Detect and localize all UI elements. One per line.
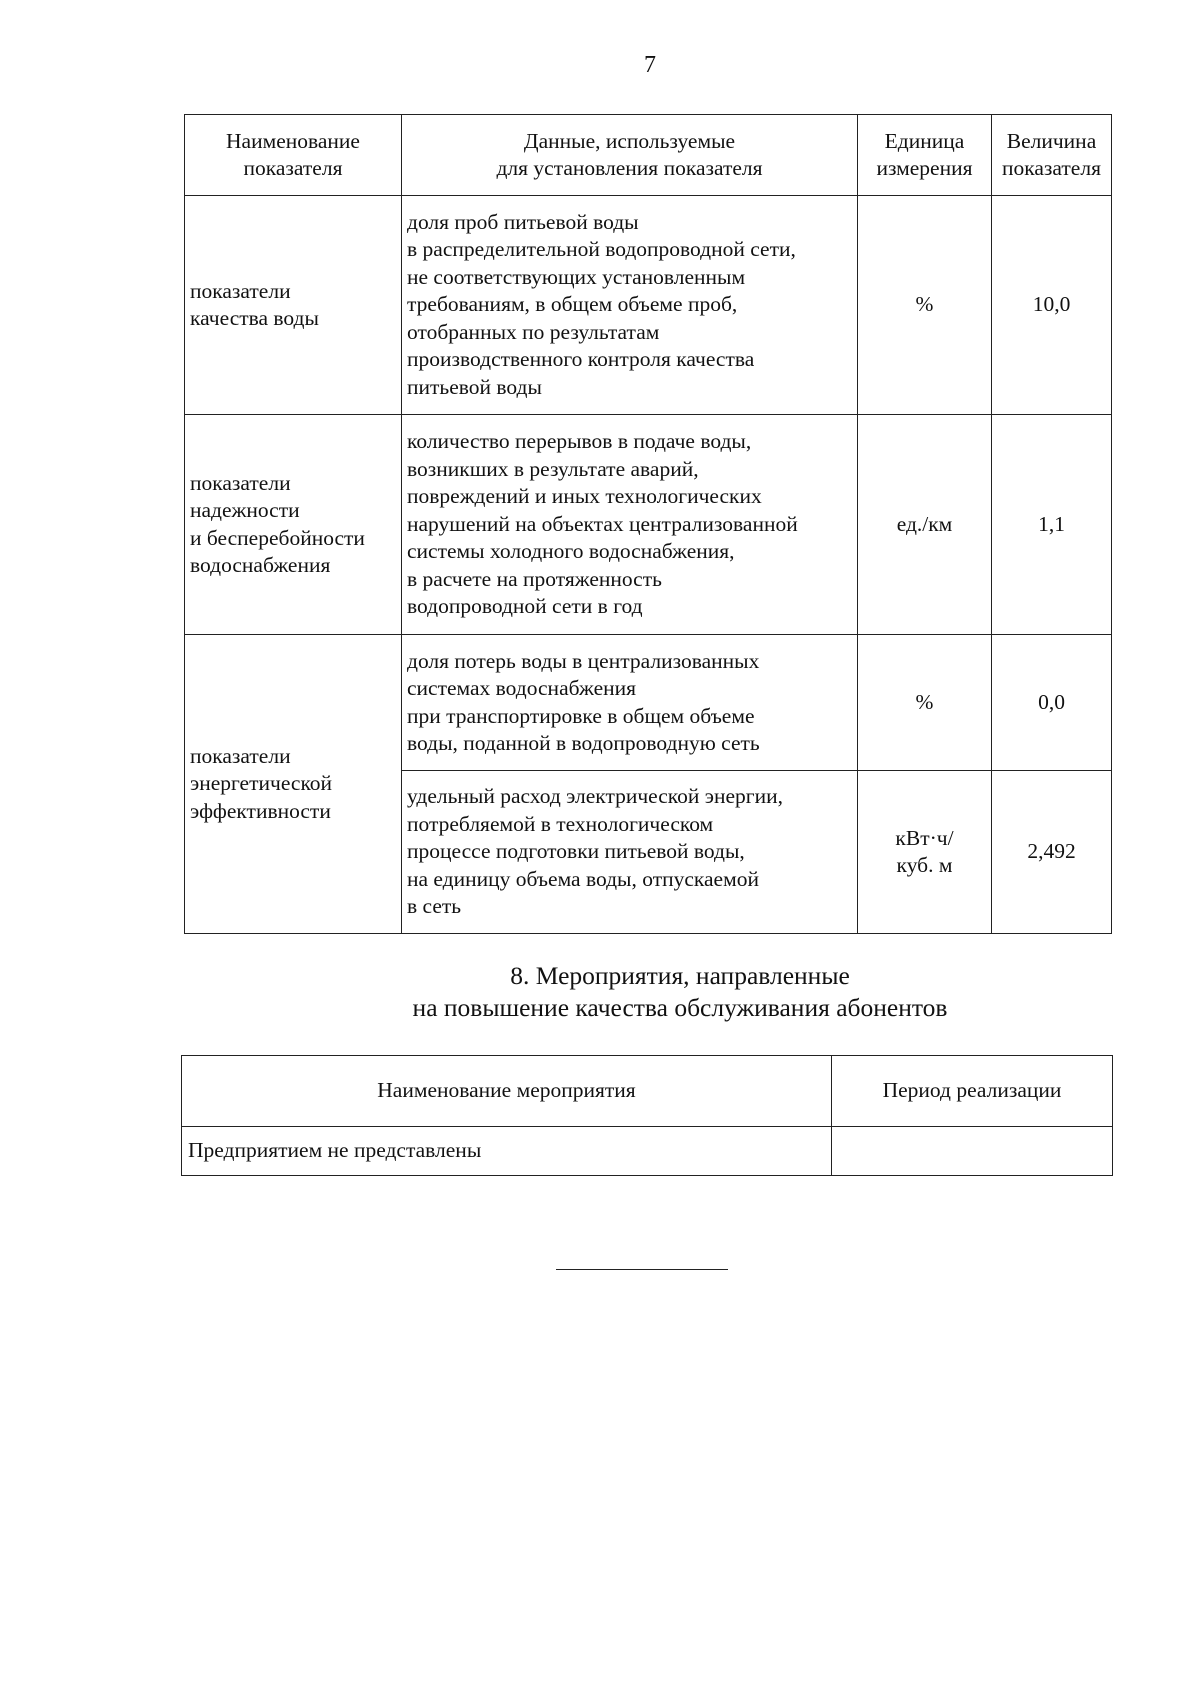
indicator-value-cell: 2,492 [992, 771, 1112, 934]
page-number: 7 [644, 52, 656, 78]
indicator-unit-cell: ед./км [858, 415, 992, 635]
header-period: Период реализации [832, 1056, 1113, 1127]
period-cell [832, 1127, 1113, 1176]
indicator-data-cell: количество перерывов в подаче воды, возникших в результате аварий, повреждений и иных технологических нарушений на объектах централизованной системы холодного водоснабжения, в расчете на протяженность водопроводной сети в год [402, 415, 858, 635]
table-row [185, 635, 1112, 771]
indicator-name-cell: показатели энергетической эффективности [185, 635, 402, 934]
indicator-data-cell: доля потерь воды в централизованных системах водоснабжения при транспортировке в общем объеме воды, поданной в водопроводную сеть [402, 635, 858, 771]
indicator-value-cell: 10,0 [992, 196, 1112, 415]
header-unit: Единица измерения [858, 115, 992, 196]
measures-header-row [182, 1056, 1113, 1127]
table-row [182, 1127, 1113, 1176]
measures-table [181, 1055, 1113, 1176]
indicator-unit-cell: % [858, 635, 992, 771]
indicators-header-row [185, 115, 1112, 196]
indicator-unit-cell: кВт·ч/ куб. м [858, 771, 992, 934]
indicator-data-cell: удельный расход электрической энергии, потребляемой в технологическом процессе подготовки питьевой воды, на единицу объема воды, отпускаемой в сеть [402, 771, 858, 934]
table-row [185, 415, 1112, 635]
indicator-name-cell: показатели качества воды [185, 196, 402, 415]
indicator-name-cell: показатели надежности и бесперебойности водоснабжения [185, 415, 402, 635]
indicator-unit-cell: % [858, 196, 992, 415]
table-row [185, 196, 1112, 415]
indicator-data-cell: доля проб питьевой воды в распределительной водопроводной сети, не соответствующих установленным требованиям, в общем объеме проб, отобранных по результатам производственного контроля качества питьевой воды [402, 196, 858, 415]
measure-name-cell: Предприятием не представлены [182, 1127, 832, 1176]
end-rule [556, 1269, 728, 1270]
header-indicator-name: Наименование показателя [185, 115, 402, 196]
indicators-table [184, 114, 1112, 934]
header-source-data: Данные, используемые для установления показателя [402, 115, 858, 196]
indicator-value-cell: 1,1 [992, 415, 1112, 635]
indicator-value-cell: 0,0 [992, 635, 1112, 771]
header-measure-name: Наименование мероприятия [182, 1056, 832, 1127]
section-heading: 8. Мероприятия, направленные на повышение качества обслуживания абонентов [412, 961, 948, 1022]
header-value: Величина показателя [992, 115, 1112, 196]
